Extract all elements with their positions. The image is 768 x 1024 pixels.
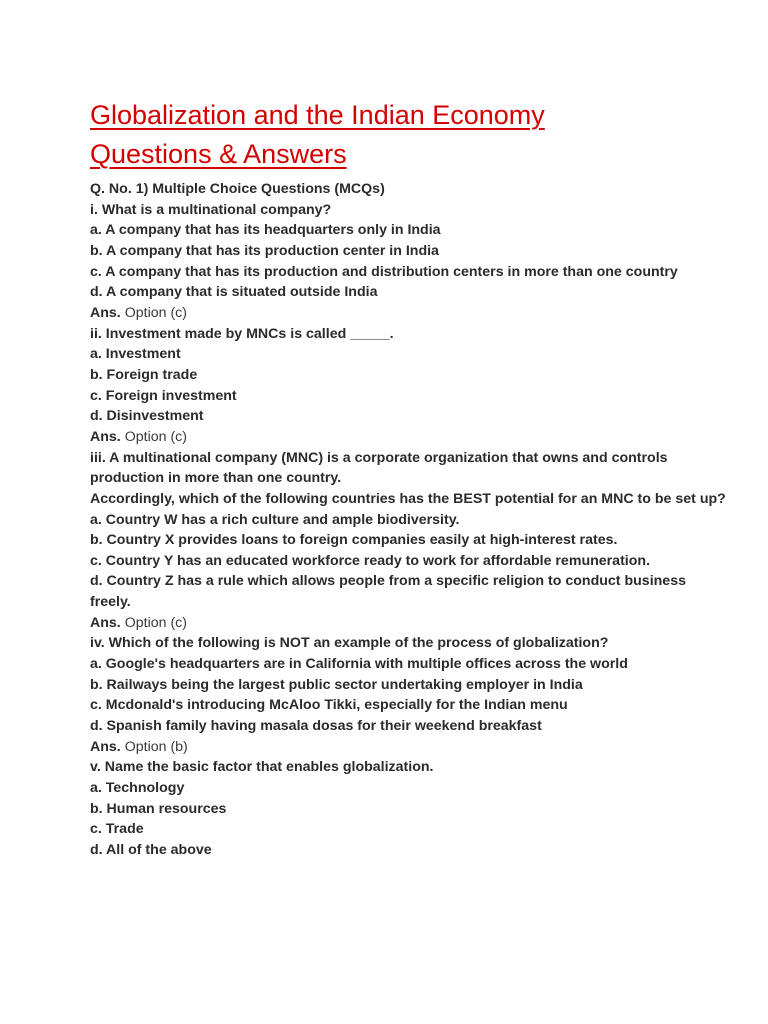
text-line: a. A company that has its headquarters only in India — [90, 222, 441, 239]
text-line: a. Technology — [90, 780, 185, 797]
text-line: b. A company that has its production center in India — [90, 242, 439, 259]
answer-line — [90, 427, 730, 448]
answer-value: Option (c) — [124, 428, 187, 445]
text-line: b. Human resources — [90, 800, 227, 817]
answer-label: Ans. — [90, 428, 121, 445]
answer-label: Ans. — [90, 614, 121, 631]
answer-label: Ans. — [90, 738, 121, 755]
text-line: d. All of the above — [90, 842, 212, 858]
text-line: c. A company that has its production and distribution centers in more than one country — [90, 263, 678, 280]
text-line: d. Country Z has a rule which allows people from a specific religion to conduct business freely. — [90, 573, 686, 611]
title-line-1: Globalization and the Indian Economy — [90, 100, 545, 130]
text-line: iii. A multinational company (MNC) is a corporate organization that owns and controls production in more than one country. — [90, 449, 668, 487]
answer-label: Ans. — [90, 304, 121, 321]
text-line: b. Foreign trade — [90, 366, 198, 383]
text-line: c. Mcdonald's introducing McAloo Tikki, especially for the Indian menu — [90, 697, 568, 714]
document-body — [90, 179, 730, 861]
answer-value: Option (c) — [124, 614, 187, 631]
text-line: ii. Investment made by MNCs is called _____. — [90, 325, 394, 342]
text-line: d. Spanish family having masala dosas for their weekend breakfast — [90, 718, 542, 735]
answer-value: Option (b) — [124, 738, 188, 755]
text-line: c. Trade — [90, 821, 144, 838]
text-line: b. Railways being the largest public sector undertaking employer in India — [90, 676, 583, 693]
text-line: a. Investment — [90, 346, 181, 363]
answer-value: Option (c) — [124, 304, 187, 321]
text-line: a. Google's headquarters are in California with multiple offices across the world — [90, 656, 628, 673]
answer-line — [90, 737, 730, 758]
text-line: i. What is a multinational company? — [90, 201, 332, 218]
text-line: Accordingly, which of the following countries has the BEST potential for an MNC to be set up? — [90, 490, 726, 507]
text-line: Q. No. 1) Multiple Choice Questions (MCQs) — [90, 181, 385, 197]
document-page — [90, 96, 730, 861]
text-line: iv. Which of the following is NOT an example of the process of globalization? — [90, 635, 609, 652]
answer-line — [90, 303, 730, 324]
answer-line — [90, 613, 730, 634]
text-line: b. Country X provides loans to foreign companies easily at high-interest rates. — [90, 532, 618, 549]
text-line: d. A company that is situated outside India — [90, 284, 378, 301]
text-line: a. Country W has a rich culture and ample biodiversity. — [90, 511, 460, 528]
page-title — [90, 96, 730, 173]
title-line-2: Questions & Answers — [90, 138, 347, 169]
text-line: d. Disinvestment — [90, 408, 204, 425]
text-line: c. Foreign investment — [90, 387, 237, 404]
text-line: v. Name the basic factor that enables globalization. — [90, 759, 434, 776]
text-line: c. Country Y has an educated workforce ready to work for affordable remuneration. — [90, 552, 651, 569]
